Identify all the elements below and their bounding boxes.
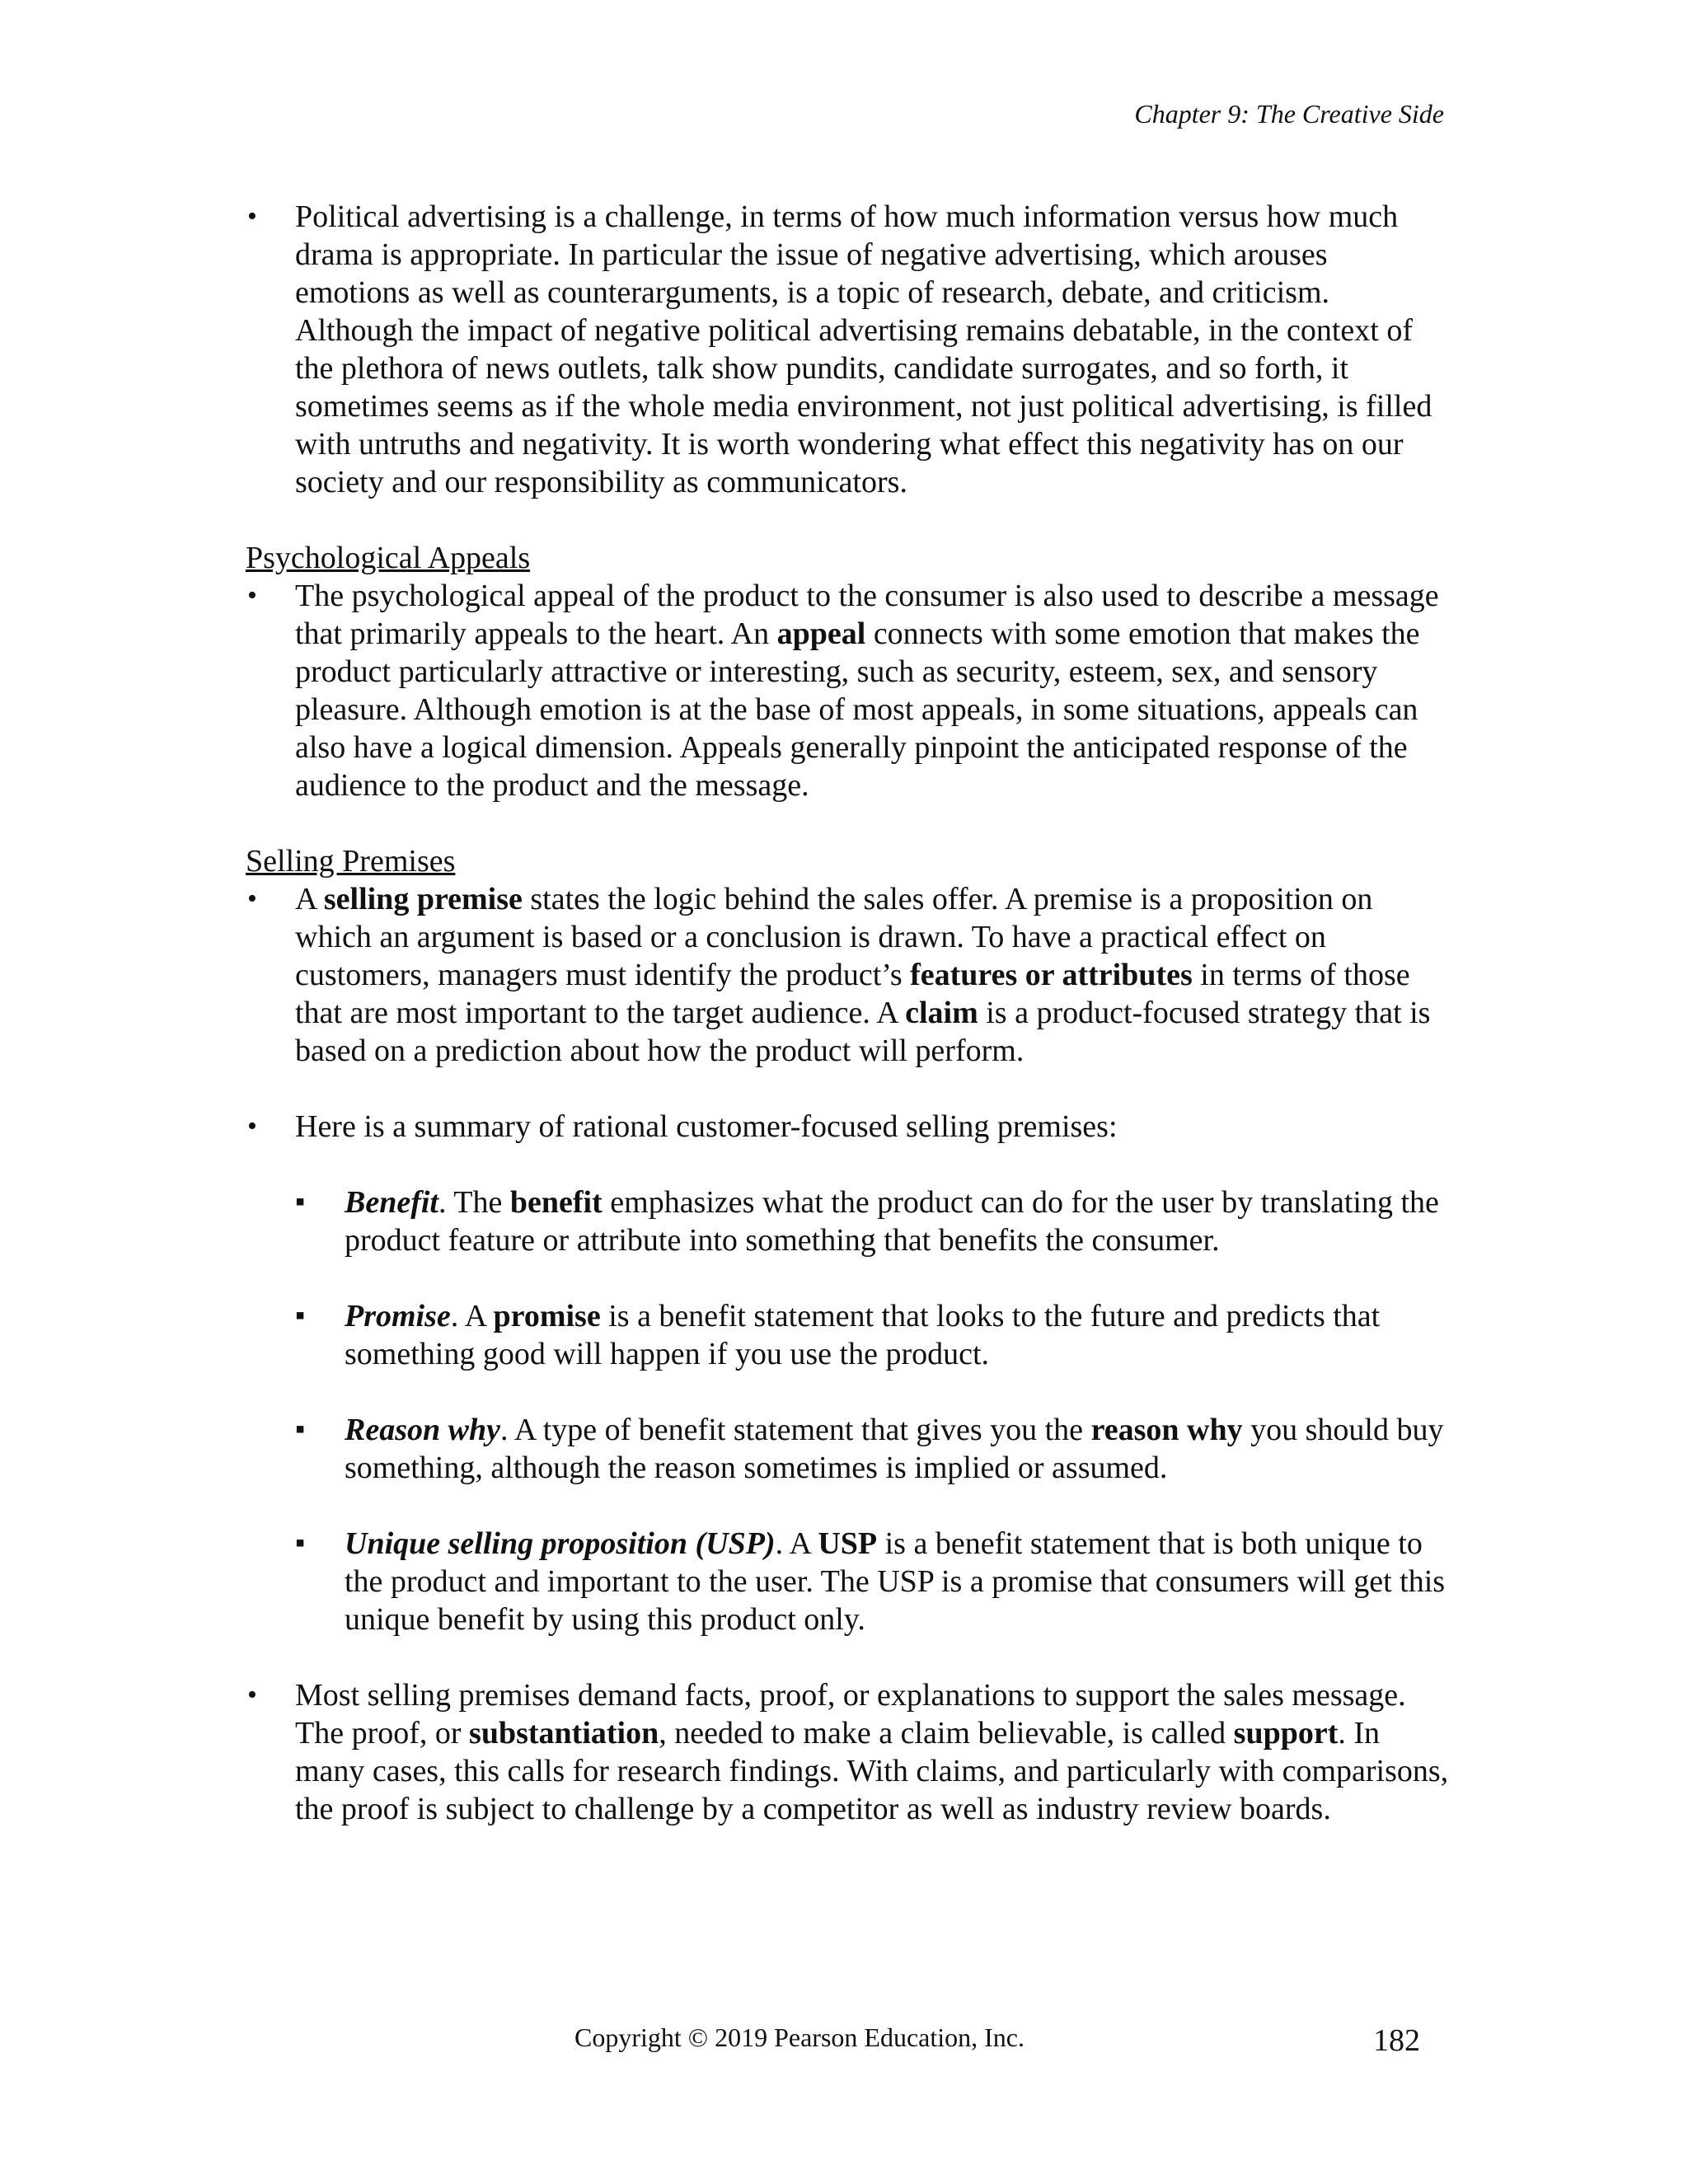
psychological-appeals-heading: Psychological Appeals (246, 541, 531, 575)
text-run: you should buy something, although the reason sometimes is implied or assumed. (345, 1413, 1444, 1485)
text-run: emphasizes what the product can do for the user by translating the product feature or attribute into something that benefits the consumer. (345, 1185, 1439, 1258)
term-features-attributes: features or attributes (910, 958, 1193, 992)
support-bullet (246, 1676, 1449, 1828)
premise-item-promise (246, 1297, 1449, 1373)
term-substantiation: substantiation (469, 1716, 659, 1750)
psychological-appeals-bullet (246, 577, 1449, 804)
item-title: Promise (345, 1299, 451, 1333)
term-reason-why: reason why (1090, 1413, 1243, 1447)
text-run: states the logic behind the sales offer. A premise is a proposition on which an argument is based or a conclusion is drawn. To have a practical effect on customers, managers must identify the product’s (295, 882, 1373, 992)
text-run: The psychological appeal of the product to the consumer is also used to describe a message that primarily appeals to the heart. An (295, 579, 1439, 651)
summary-bullet: • Here is a summary of rational customer-focused selling premises: (246, 1108, 1449, 1146)
page-content (246, 198, 1449, 1828)
text-run: . A (775, 1526, 818, 1561)
term-support: support (1233, 1716, 1339, 1750)
premise-item-reason-why (246, 1411, 1449, 1487)
item-title: Benefit (345, 1185, 438, 1220)
text-run: Most selling premises demand facts, proof, or explanations to support the sales message. The proof, or (295, 1678, 1406, 1750)
running-header: Chapter 9: The Creative Side (1134, 99, 1444, 129)
term-selling-premise: selling premise (323, 882, 523, 916)
item-title: Reason why (345, 1413, 500, 1447)
term-benefit: benefit (509, 1185, 603, 1220)
term-promise: promise (493, 1299, 601, 1333)
text-run: in terms of those that are most important to the target audience. A (295, 958, 1410, 1030)
page-number: 182 (1373, 2023, 1420, 2058)
text-run: . The (438, 1185, 510, 1220)
text-run: is a benefit statement that looks to the future and predicts that something good will happen if you use the product. (345, 1299, 1381, 1371)
text-run: A (295, 882, 324, 916)
term-appeal: appeal (776, 616, 866, 651)
term-claim: claim (905, 996, 978, 1030)
premise-item-usp (246, 1525, 1449, 1638)
copyright-notice: Copyright © 2019 Pearson Education, Inc. (574, 2022, 1025, 2052)
selling-premises-heading: Selling Premises (246, 844, 456, 879)
text-run: connects with some emotion that makes the product particularly attractive or interesting, such as security, esteem, sex, and sensory pleasure. Although emotion is at the base of most appeals, in some situations, appeals can also have a logical dimension. Appeals generally pinpoint the anticipated response of the audience to the product and the message. (295, 616, 1420, 803)
selling-premise-bullet (246, 880, 1449, 1070)
text-run: . A type of benefit statement that gives you the (499, 1413, 1091, 1447)
item-title: Unique selling proposition (USP) (345, 1526, 776, 1561)
text-run: . In many cases, this calls for research findings. With claims, and particularly with comparisons, the proof is subject to challenge by a competitor as well as industry review boards. (295, 1716, 1449, 1826)
text-run: is a product-focused strategy that is based on a prediction about how the product will perform. (295, 996, 1431, 1068)
political-advertising-bullet: • Political advertising is a challenge, in terms of how much information versus how much drama is appropriate. In particular the issue of negative advertising, which arouses emotions as well as counterarguments, is a topic of research, debate, and criticism. Although the impact of negative political advertising remains debatable, in the context of the plethora of news outlets, talk show pundits, candidate surrogates, and so forth, it sometimes seems as if the whole media environment, not just political advertising, is filled with untruths and negativity. It is worth wondering what effect this negativity has on our society and our responsibility as communicators. (246, 198, 1449, 501)
text-run: , needed to make a claim believable, is called (659, 1716, 1234, 1750)
text-run: . A (450, 1299, 494, 1333)
premise-item-benefit (246, 1183, 1449, 1259)
term-usp: USP (818, 1526, 878, 1561)
text-run: is a benefit statement that is both unique to the product and important to the user. The USP is a promise that consumers will get this unique benefit by using this product only. (345, 1526, 1446, 1637)
